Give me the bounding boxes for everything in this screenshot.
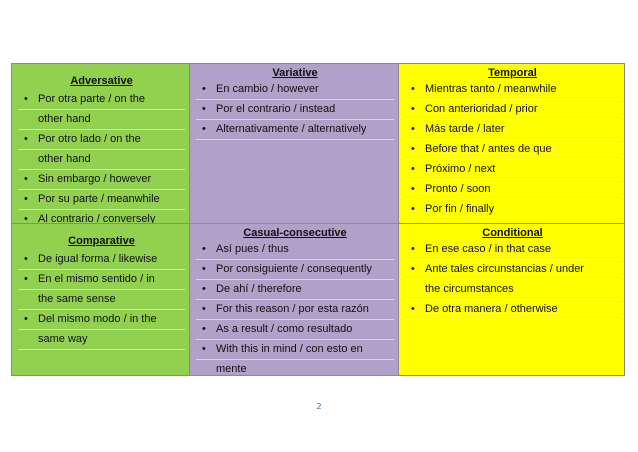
list-item xyxy=(18,250,185,270)
bullet-icon: • xyxy=(411,303,415,315)
bullet-icon: • xyxy=(411,203,415,215)
bullet-icon: • xyxy=(411,143,415,155)
bullet-icon: • xyxy=(202,243,206,255)
temporal-list xyxy=(405,80,620,220)
list-item xyxy=(405,120,620,140)
conditional-cell xyxy=(399,224,624,375)
adversative-title: Adversative xyxy=(70,75,133,87)
list-item xyxy=(405,160,620,180)
list-item xyxy=(196,360,394,375)
bullet-icon: • xyxy=(202,263,206,275)
list-item xyxy=(405,260,620,280)
list-item-text: As a result / como resultado xyxy=(216,323,353,335)
bullet-icon: • xyxy=(202,343,206,355)
bullet-icon: • xyxy=(202,303,206,315)
bullet-icon: • xyxy=(24,253,28,265)
list-item-text: Al contrario / conversely xyxy=(38,213,156,224)
bullet-icon: • xyxy=(411,103,415,115)
variative-list xyxy=(196,80,394,140)
comparative-cell xyxy=(12,224,190,375)
list-item xyxy=(405,240,620,260)
bullet-icon: • xyxy=(411,123,415,135)
list-item xyxy=(18,290,185,310)
list-item-text: Más tarde / later xyxy=(425,123,505,135)
list-item xyxy=(18,190,185,210)
list-item-text: Por otro lado / on the xyxy=(38,133,141,145)
bullet-icon: • xyxy=(24,133,28,145)
list-item xyxy=(18,90,185,110)
list-item-text: other hand xyxy=(38,153,91,165)
bullet-icon: • xyxy=(24,213,28,224)
list-item-text: En el mismo sentido / in xyxy=(38,273,155,285)
page-number: 2 xyxy=(316,402,322,411)
bullet-icon: • xyxy=(24,93,28,105)
bullet-icon: • xyxy=(202,103,206,115)
list-item-text: De igual forma / likewise xyxy=(38,253,158,265)
list-item xyxy=(196,120,394,140)
variative-title: Variative xyxy=(272,67,318,79)
list-item xyxy=(18,110,185,130)
causal-consecutive-cell xyxy=(190,224,399,375)
list-item-text: mente xyxy=(216,363,247,375)
list-item-text: With this in mind / con esto en xyxy=(216,343,363,355)
conditional-title: Conditional xyxy=(482,227,543,239)
list-item-text: Mientras tanto / meanwhile xyxy=(425,83,557,95)
list-item-text: Por fin / finally xyxy=(425,203,495,215)
list-item xyxy=(18,270,185,290)
bullet-icon: • xyxy=(24,173,28,185)
list-item xyxy=(18,130,185,150)
list-item-text: the same sense xyxy=(38,293,116,305)
connectors-table xyxy=(11,63,625,376)
list-item xyxy=(196,240,394,260)
list-item-text: Del mismo modo / in the xyxy=(38,313,157,325)
list-item xyxy=(196,280,394,300)
list-item xyxy=(196,260,394,280)
bullet-icon: • xyxy=(411,243,415,255)
list-item-text: For this reason / por esta razón xyxy=(216,303,369,315)
list-item xyxy=(18,170,185,190)
list-item-text: De otra manera / otherwise xyxy=(425,303,558,315)
list-item-text: Ante tales circunstancias / under xyxy=(425,263,584,275)
list-item-text: other hand xyxy=(38,113,91,125)
list-item xyxy=(405,100,620,120)
causal-consecutive-title: Casual-consecutive xyxy=(243,227,347,239)
list-item xyxy=(18,330,185,350)
list-item xyxy=(405,300,620,320)
adversative-cell xyxy=(12,64,190,224)
list-item-text: Próximo / next xyxy=(425,163,496,175)
bullet-icon: • xyxy=(24,193,28,205)
list-item xyxy=(196,340,394,360)
list-item-text: De ahí / therefore xyxy=(216,283,302,295)
list-item xyxy=(196,80,394,100)
list-item xyxy=(405,180,620,200)
bullet-icon: • xyxy=(24,313,28,325)
bullet-icon: • xyxy=(24,273,28,285)
bullet-icon: • xyxy=(411,183,415,195)
list-item xyxy=(196,320,394,340)
variative-cell xyxy=(190,64,399,224)
bullet-icon: • xyxy=(202,83,206,95)
bullet-icon: • xyxy=(202,323,206,335)
list-item xyxy=(18,310,185,330)
comparative-list xyxy=(18,250,185,350)
comparative-title: Comparative xyxy=(68,235,135,247)
list-item-text: Así pues / thus xyxy=(216,243,289,255)
list-item-text: Por consiguiente / consequently xyxy=(216,263,372,275)
list-item-text: Before that / antes de que xyxy=(425,143,552,155)
list-item xyxy=(405,140,620,160)
conditional-list xyxy=(405,240,620,320)
list-item-text: Con anterioridad / prior xyxy=(425,103,538,115)
causal-consecutive-list xyxy=(196,240,394,375)
bullet-icon: • xyxy=(202,283,206,295)
list-item-text: Sin embargo / however xyxy=(38,173,152,185)
list-item-text: Alternativamente / alternatively xyxy=(216,123,367,135)
list-item-text: En ese caso / in that case xyxy=(425,243,551,255)
list-item-text: En cambio / however xyxy=(216,83,319,95)
list-item xyxy=(18,210,185,224)
list-item-text: same way xyxy=(38,333,88,345)
list-item-text: Por otra parte / on the xyxy=(38,93,146,105)
list-item xyxy=(405,200,620,220)
list-item xyxy=(196,300,394,320)
adversative-list xyxy=(18,90,185,224)
list-item xyxy=(405,80,620,100)
bullet-icon: • xyxy=(411,83,415,95)
bullet-icon: • xyxy=(411,263,415,275)
list-item-text: Pronto / soon xyxy=(425,183,491,195)
list-item xyxy=(18,150,185,170)
temporal-title: Temporal xyxy=(488,67,537,79)
bullet-icon: • xyxy=(202,123,206,135)
list-item xyxy=(405,280,620,300)
temporal-cell xyxy=(399,64,624,224)
list-item xyxy=(196,100,394,120)
bullet-icon: • xyxy=(411,163,415,175)
list-item-text: Por su parte / meanwhile xyxy=(38,193,160,205)
list-item-text: Por el contrario / instead xyxy=(216,103,336,115)
list-item-text: the circumstances xyxy=(425,283,514,295)
